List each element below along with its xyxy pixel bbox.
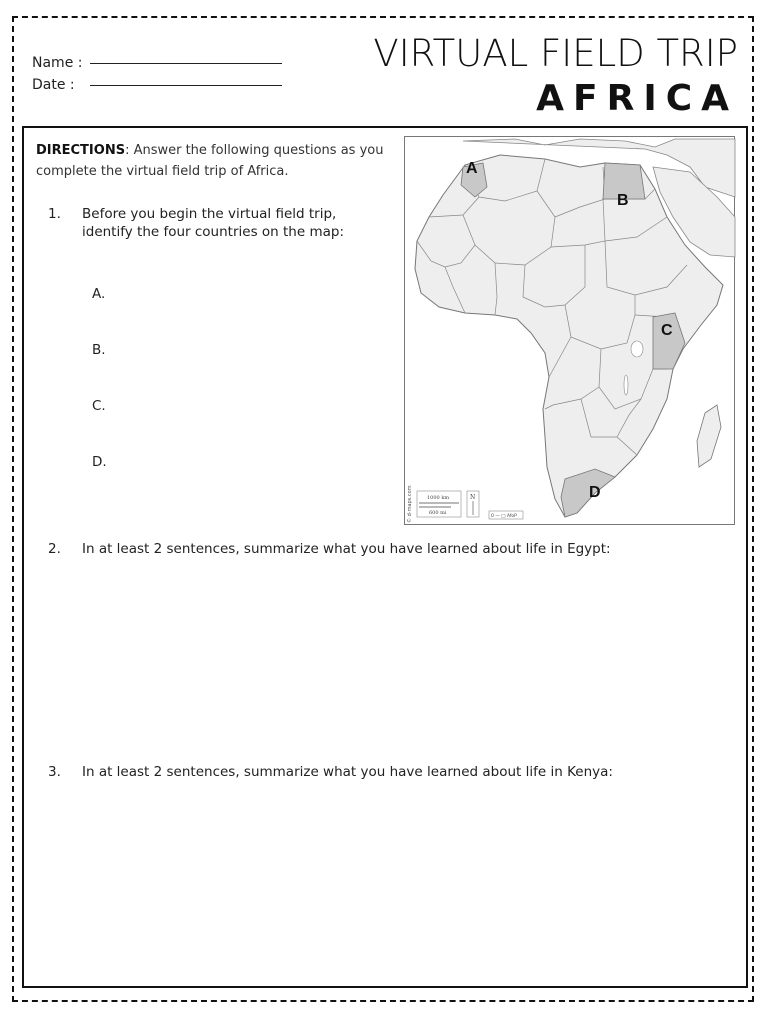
map-marker-b: B <box>617 192 629 209</box>
date-field[interactable] <box>32 77 282 93</box>
choice-d: D. <box>92 454 107 470</box>
map-marker-d: D <box>589 484 601 501</box>
question-3 <box>48 763 728 783</box>
africa-map <box>404 136 735 525</box>
map-credit: © d-maps.com <box>407 485 413 523</box>
name-label: Name : <box>32 55 83 71</box>
name-field[interactable] <box>32 55 282 71</box>
question-text-line1: Before you begin the virtual field trip, <box>82 206 337 222</box>
question-number: 2. <box>48 541 61 557</box>
map-marker-a: A <box>466 160 478 177</box>
question-text-line2: identify the four countries on the map: <box>82 224 344 240</box>
question-text: In at least 2 sentences, summarize what you have learned about life in Egypt: <box>82 541 611 557</box>
lake-tanganyika <box>624 375 628 395</box>
question-number: 1. <box>48 206 61 222</box>
legend-note: 0 — □ AfoP <box>491 514 517 519</box>
africa-map-svg <box>405 137 736 526</box>
north-label: N <box>470 494 476 501</box>
madagascar-island <box>697 405 721 467</box>
question-1 <box>48 205 378 245</box>
question-2 <box>48 540 728 560</box>
directions-label: DIRECTIONS <box>36 143 126 158</box>
lake-victoria <box>631 341 643 357</box>
question-number: 3. <box>48 764 61 780</box>
scale-mi: 600 mi <box>429 510 447 516</box>
map-marker-c: C <box>661 322 673 339</box>
date-label: Date : <box>32 77 75 93</box>
date-line[interactable] <box>90 84 282 86</box>
choice-a: A. <box>92 286 106 302</box>
name-line[interactable] <box>90 62 282 64</box>
page-subtitle: AFRICA <box>536 78 738 119</box>
directions-text: : Answer the following questions as you complete the virtual field trip of Africa. <box>36 143 384 179</box>
question-text: In at least 2 sentences, summarize what you have learned about life in Kenya: <box>82 764 613 780</box>
directions <box>36 140 388 182</box>
choice-b: B. <box>92 342 106 358</box>
page-title: VIRTUAL FIELD TRIP <box>373 32 738 75</box>
choice-c: C. <box>92 398 106 414</box>
scale-km: 1000 km <box>427 495 450 501</box>
